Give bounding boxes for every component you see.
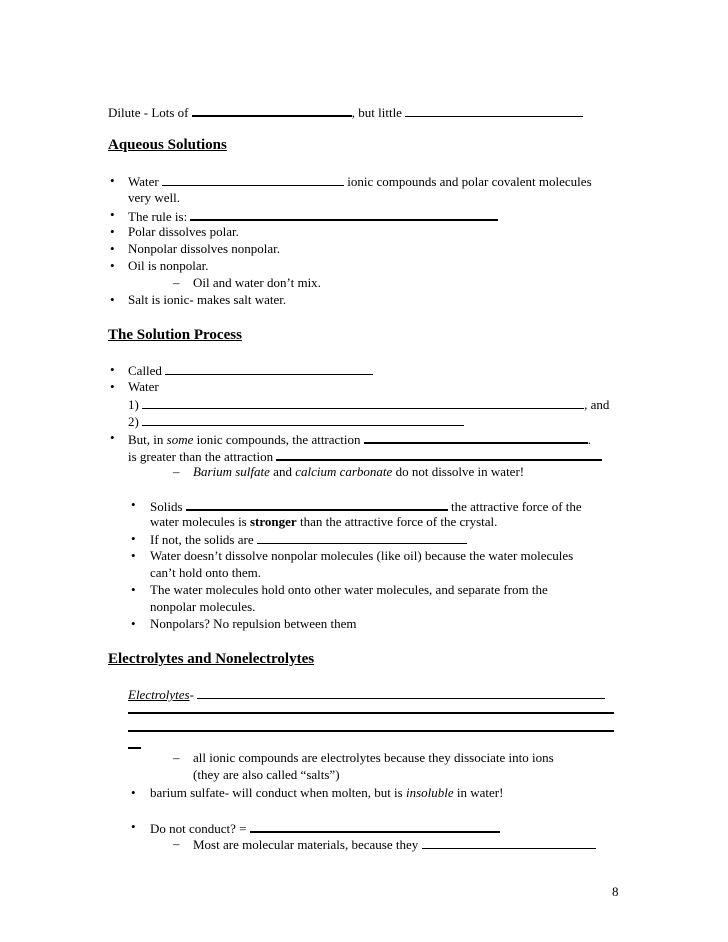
- aqueous-heading: Aqueous Solutions: [108, 137, 227, 153]
- bullet: •: [110, 379, 115, 394]
- molecular-blank[interactable]: [422, 836, 596, 849]
- oil-sub-line: Oil and water don’t mix.: [193, 275, 321, 290]
- water-dissolves-blank[interactable]: [162, 173, 344, 186]
- water-molecules-line: water molecules is stronger than the attractive force of the crystal.: [150, 514, 498, 529]
- water-process-line: Water: [128, 379, 159, 394]
- step-one-line: 1) , and: [128, 397, 610, 412]
- barium-conduct-line: barium sulfate- will conduct when molten, but is insoluble in water!: [150, 785, 504, 800]
- electrolytes-blank-line-3[interactable]: [128, 730, 614, 732]
- process-heading: The Solution Process: [108, 327, 242, 343]
- water-line-cont: very well.: [128, 190, 180, 205]
- dash: –: [173, 275, 180, 290]
- bullet: •: [110, 430, 115, 445]
- bullet: •: [131, 497, 136, 512]
- dilute-blank-little[interactable]: [405, 104, 583, 117]
- ifnot-blank[interactable]: [257, 531, 467, 544]
- bullet: •: [110, 362, 115, 377]
- ionic-cont-line: (they are also called “salts”): [193, 767, 340, 782]
- nonpolar-line: Nonpolar dissolves nonpolar.: [128, 241, 281, 256]
- hold-cont-line: nonpolar molecules.: [150, 599, 256, 614]
- bullet: •: [110, 207, 115, 222]
- called-line: Called: [128, 362, 373, 379]
- donot-line: Do not conduct? =: [150, 819, 500, 837]
- step-two-blank[interactable]: [142, 413, 464, 426]
- step-one-blank[interactable]: [142, 396, 584, 409]
- waterdoesnt-cont-line: can’t hold onto them.: [150, 565, 261, 580]
- oil-line: Oil is nonpolar.: [128, 258, 209, 273]
- ionic-line: all ionic compounds are electrolytes because they dissociate into ions: [193, 750, 554, 765]
- bullet: •: [131, 819, 136, 834]
- bullet: •: [131, 548, 136, 563]
- donot-blank[interactable]: [250, 819, 500, 833]
- dilute-blank-lots[interactable]: [192, 103, 352, 117]
- bullet: •: [131, 616, 136, 631]
- electrolytes-blank-line-4[interactable]: [128, 747, 141, 749]
- dilute-line: Dilute - Lots of , but little: [108, 103, 583, 121]
- attraction-blank[interactable]: [364, 430, 588, 444]
- greater-line: is greater than the attraction: [128, 447, 602, 465]
- salt-line: Salt is ionic- makes salt water.: [128, 292, 287, 307]
- hold-line: The water molecules hold onto other water molecules, and separate from the: [150, 582, 548, 597]
- bullet: •: [110, 224, 115, 239]
- bullet: •: [110, 292, 115, 307]
- dash: –: [173, 464, 180, 479]
- water-line: Water ionic compounds and polar covalent molecules: [128, 174, 592, 189]
- bullet: •: [131, 582, 136, 597]
- barium-line: Barium sulfate and calcium carbonate do not dissolve in water!: [193, 464, 525, 479]
- molecular-line: Most are molecular materials, because they: [193, 836, 596, 853]
- page-number: 8: [612, 884, 619, 899]
- waterdoesnt-line: Water doesn’t dissolve nonpolar molecules (like oil) because the water molecules: [150, 548, 574, 563]
- electrolytes-blank-line-2[interactable]: [128, 712, 614, 714]
- bullet: •: [131, 785, 136, 800]
- electrolytes-blank[interactable]: [197, 686, 605, 699]
- step-two-line: 2): [128, 413, 464, 430]
- bullet: •: [110, 173, 115, 188]
- dash: –: [173, 750, 180, 765]
- nonpolars-line: Nonpolars? No repulsion between them: [150, 616, 357, 631]
- greater-blank[interactable]: [276, 447, 602, 461]
- solids-blank[interactable]: [186, 497, 448, 511]
- solids-line: Solids the attractive force of the: [150, 499, 582, 514]
- bullet: •: [110, 241, 115, 256]
- called-blank[interactable]: [165, 362, 373, 375]
- electro-heading: Electrolytes and Nonelectrolytes: [108, 651, 315, 667]
- rule-line: The rule is:: [128, 207, 498, 225]
- polar-line: Polar dissolves polar.: [128, 224, 239, 239]
- bullet: •: [131, 531, 136, 546]
- ifnot-line: If not, the solids are: [150, 531, 467, 548]
- dash: –: [173, 836, 180, 851]
- but-line: But, in some ionic compounds, the attraction .: [128, 432, 592, 447]
- bullet: •: [110, 258, 115, 273]
- electrolytes-line: Electrolytes-: [128, 686, 605, 703]
- rule-blank[interactable]: [190, 207, 498, 221]
